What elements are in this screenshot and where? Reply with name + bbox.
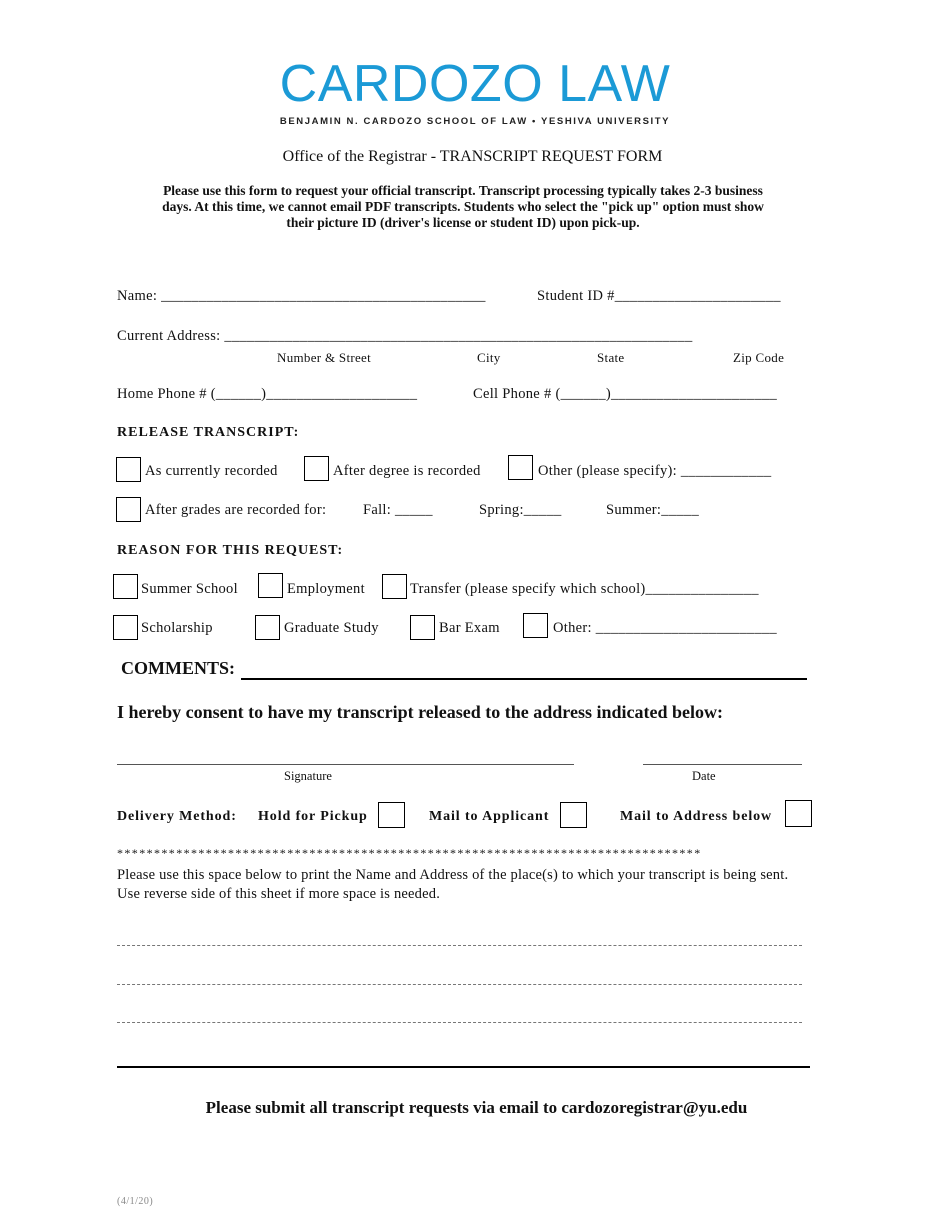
- address-caption-street: Number & Street: [277, 350, 372, 365]
- reason-employment-label: Employment: [287, 581, 365, 597]
- reason-bar-exam-checkbox[interactable]: [410, 615, 435, 640]
- release-other-label[interactable]: Other (please specify): ____________: [538, 463, 772, 479]
- name-field[interactable]: Name: ___________________________________________: [117, 288, 486, 304]
- revision-date: (4/1/20): [117, 1196, 154, 1207]
- form-title: Office of the Registrar - TRANSCRIPT REQUEST FORM: [282, 148, 663, 165]
- current-address-field[interactable]: Current Address: ______________________________________________________________: [117, 328, 693, 344]
- release-after-grades-checkbox[interactable]: [116, 497, 141, 522]
- release-other-checkbox[interactable]: [508, 455, 533, 480]
- footer-submit-note: Please submit all transcript requests via email to cardozoregistrar@yu.edu: [205, 1098, 748, 1117]
- delivery-hold-checkbox[interactable]: [378, 802, 405, 828]
- date-caption: Date: [692, 769, 716, 783]
- release-summer-field[interactable]: Summer:_____: [606, 502, 700, 518]
- comments-label: COMMENTS:: [121, 658, 235, 678]
- reason-other-label[interactable]: Other: ________________________: [553, 620, 777, 636]
- release-fall-field[interactable]: Fall: _____: [363, 502, 433, 518]
- address-caption-state: State: [597, 350, 625, 365]
- address-caption-city: City: [477, 350, 501, 365]
- release-after-degree-checkbox[interactable]: [304, 456, 329, 481]
- address-line-1[interactable]: [117, 945, 802, 946]
- release-as-recorded-label: As currently recorded: [145, 463, 278, 479]
- delivery-mail-address-label: Mail to Address below: [620, 809, 773, 824]
- delivery-method-label: Delivery Method:: [117, 809, 237, 824]
- address-line-2[interactable]: [117, 984, 802, 985]
- delivery-mail-applicant-checkbox[interactable]: [560, 802, 587, 828]
- reason-heading: REASON FOR THIS REQUEST:: [117, 543, 344, 558]
- reason-graduate-study-label: Graduate Study: [284, 620, 379, 636]
- reason-transfer-label[interactable]: Transfer (please specify which school)_______________: [410, 581, 759, 597]
- delivery-hold-label: Hold for Pickup: [258, 809, 368, 824]
- address-caption-zip: Zip Code: [733, 350, 785, 365]
- signature-line[interactable]: [117, 764, 574, 765]
- home-phone-field[interactable]: Home Phone # (______)____________________: [117, 386, 418, 402]
- reason-other-checkbox[interactable]: [523, 613, 548, 638]
- address-line-4[interactable]: [117, 1066, 810, 1068]
- release-after-grades-label: After grades are recorded for:: [145, 502, 327, 518]
- intro-text: Please use this form to request your official transcript. Transcript processing typically takes 2-3 business days. At this time, we cannot email PDF transcripts. Students who select the "pick up" option must show their picture ID (driver's license or student ID) upon pick-up.: [162, 183, 764, 230]
- reason-transfer-checkbox[interactable]: [382, 574, 407, 599]
- delivery-mail-address-checkbox[interactable]: [785, 800, 812, 827]
- consent-statement: I hereby consent to have my transcript released to the address indicated below:: [117, 702, 723, 722]
- release-as-recorded-checkbox[interactable]: [116, 457, 141, 482]
- reason-scholarship-checkbox[interactable]: [113, 615, 138, 640]
- student-id-field[interactable]: Student ID #______________________: [537, 288, 781, 304]
- reason-summer-school-checkbox[interactable]: [113, 574, 138, 599]
- address-line-3[interactable]: [117, 1022, 802, 1023]
- release-after-degree-label: After degree is recorded: [333, 463, 481, 479]
- reason-scholarship-label: Scholarship: [141, 620, 213, 636]
- release-spring-field[interactable]: Spring:_____: [479, 502, 562, 518]
- logo-subtitle: BENJAMIN N. CARDOZO SCHOOL OF LAW • YESHIVA UNIVERSITY: [279, 116, 671, 127]
- comments-line[interactable]: [241, 678, 807, 680]
- reason-graduate-study-checkbox[interactable]: [255, 615, 280, 640]
- cell-phone-field[interactable]: Cell Phone # (______)______________________: [473, 386, 778, 402]
- reason-employment-checkbox[interactable]: [258, 573, 283, 598]
- signature-caption: Signature: [284, 769, 332, 783]
- logo: CARDOZO LAW: [279, 55, 671, 113]
- reason-summer-school-label: Summer School: [141, 581, 238, 597]
- address-instructions: Please use this space below to print the Name and Address of the place(s) to which your transcript is being sent. Use reverse side of this sheet if more space is needed.: [117, 867, 789, 902]
- date-line[interactable]: [643, 764, 802, 765]
- star-divider: *******************************************************************************: [117, 846, 702, 860]
- delivery-mail-applicant-label: Mail to Applicant: [429, 809, 550, 824]
- release-heading: RELEASE TRANSCRIPT:: [117, 425, 300, 440]
- reason-bar-exam-label: Bar Exam: [439, 620, 500, 636]
